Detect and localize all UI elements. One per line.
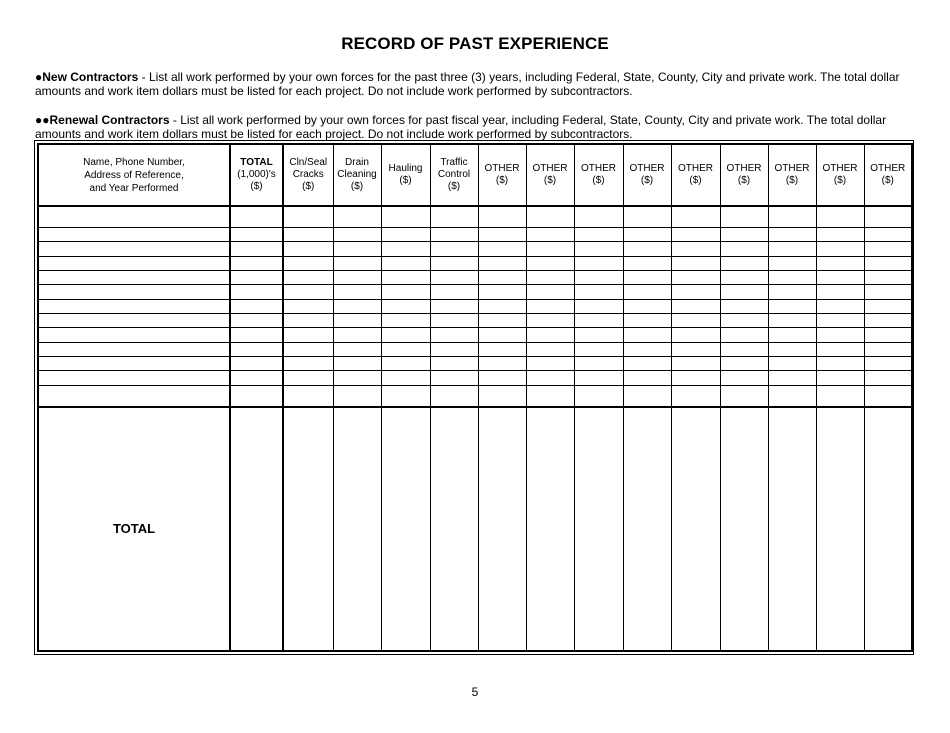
table-cell[interactable] xyxy=(333,299,381,313)
header-label-line: ($) xyxy=(302,181,315,192)
table-cell[interactable] xyxy=(671,228,720,242)
header-label-line: ($) xyxy=(250,181,263,192)
total-cell[interactable] xyxy=(381,407,430,651)
table-cell[interactable] xyxy=(574,342,623,356)
new-contractors-paragraph xyxy=(35,70,920,98)
table-cell[interactable] xyxy=(720,371,768,385)
table-cell[interactable] xyxy=(38,256,230,270)
table-cell[interactable] xyxy=(816,385,864,407)
table-cell[interactable] xyxy=(526,228,574,242)
table-row xyxy=(38,357,912,371)
table-cell[interactable] xyxy=(283,328,333,342)
table-cell[interactable] xyxy=(283,357,333,371)
table-cell[interactable] xyxy=(230,256,283,270)
table-cell[interactable] xyxy=(381,371,430,385)
header-column xyxy=(478,144,526,206)
table-cell[interactable] xyxy=(720,357,768,371)
table-cell[interactable] xyxy=(333,385,381,407)
table-cell[interactable] xyxy=(816,299,864,313)
header-label-line: OTHER xyxy=(581,163,616,174)
table-cell[interactable] xyxy=(864,299,912,313)
table-row xyxy=(38,256,912,270)
table-row xyxy=(38,228,912,242)
table-cell[interactable] xyxy=(623,299,671,313)
header-column xyxy=(864,144,912,206)
table-cell[interactable] xyxy=(230,342,283,356)
total-cell[interactable] xyxy=(574,407,623,651)
table-cell[interactable] xyxy=(623,385,671,407)
table-cell[interactable] xyxy=(864,357,912,371)
header-label-line: Address of Reference, xyxy=(84,169,184,181)
header-label-line: ($) xyxy=(785,175,799,186)
table-cell[interactable] xyxy=(478,385,526,407)
table-cell[interactable] xyxy=(430,285,478,299)
table-cell[interactable] xyxy=(864,342,912,356)
table-cell[interactable] xyxy=(430,314,478,328)
table-cell[interactable] xyxy=(574,371,623,385)
table-cell[interactable] xyxy=(720,206,768,228)
header-label-line: Cracks xyxy=(292,169,324,180)
table-cell[interactable] xyxy=(38,206,230,228)
table-cell[interactable] xyxy=(381,357,430,371)
table-cell[interactable] xyxy=(526,328,574,342)
header-label-line: Drain xyxy=(345,157,369,168)
total-cell[interactable] xyxy=(230,407,283,651)
table-cell[interactable] xyxy=(283,385,333,407)
table-cell[interactable] xyxy=(816,371,864,385)
table-row xyxy=(38,271,912,285)
table-cell[interactable] xyxy=(283,299,333,313)
table-cell[interactable] xyxy=(671,371,720,385)
table-cell[interactable] xyxy=(720,285,768,299)
table-cell[interactable] xyxy=(526,342,574,356)
table-cell[interactable] xyxy=(230,357,283,371)
table-cell[interactable] xyxy=(816,314,864,328)
table-cell[interactable] xyxy=(38,328,230,342)
table-cell[interactable] xyxy=(574,256,623,270)
table-cell[interactable] xyxy=(623,342,671,356)
header-label-line: ($) xyxy=(689,175,702,186)
table-cell[interactable] xyxy=(430,228,478,242)
table-cell[interactable] xyxy=(38,271,230,285)
table-cell[interactable] xyxy=(526,385,574,407)
table-cell[interactable] xyxy=(526,271,574,285)
header-label-line: OTHER xyxy=(822,163,858,174)
table-cell[interactable] xyxy=(526,357,574,371)
table-cell[interactable] xyxy=(671,385,720,407)
renewal-contractors-text: - List all work performed by your own forces for past fiscal year, including Federal, State, County, City and private work. The total dollar amounts and work item dollars must be listed for each project. Do not include work performed by subcontractors. xyxy=(35,113,887,141)
table-cell[interactable] xyxy=(864,314,912,328)
table-cell[interactable] xyxy=(720,271,768,285)
table-header-row xyxy=(38,144,912,206)
table-cell[interactable] xyxy=(864,256,912,270)
header-label-line: ($) xyxy=(592,175,605,186)
table-cell[interactable] xyxy=(526,285,574,299)
header-label-line: OTHER xyxy=(774,163,810,174)
table-cell[interactable] xyxy=(230,328,283,342)
table-cell[interactable] xyxy=(671,357,720,371)
table-cell[interactable] xyxy=(816,228,864,242)
table-cell[interactable] xyxy=(671,242,720,256)
table-cell[interactable] xyxy=(478,299,526,313)
table-cell[interactable] xyxy=(623,256,671,270)
header-column xyxy=(381,144,430,206)
table-cell[interactable] xyxy=(574,385,623,407)
table-cell[interactable] xyxy=(623,206,671,228)
table-cell[interactable] xyxy=(283,271,333,285)
table-cell[interactable] xyxy=(283,371,333,385)
table-cell[interactable] xyxy=(333,206,381,228)
table-cell[interactable] xyxy=(720,299,768,313)
table-cell[interactable] xyxy=(623,357,671,371)
total-cell[interactable] xyxy=(430,407,478,651)
table-cell[interactable] xyxy=(574,357,623,371)
table-cell[interactable] xyxy=(768,271,816,285)
table-cell[interactable] xyxy=(38,299,230,313)
page-number: 5 xyxy=(471,685,479,699)
total-cell[interactable] xyxy=(526,407,574,651)
header-label-line: OTHER xyxy=(870,163,906,174)
table-cell[interactable] xyxy=(430,371,478,385)
table-cell[interactable] xyxy=(623,314,671,328)
header-label-line: ($) xyxy=(495,175,509,186)
header-total-column xyxy=(230,144,283,206)
table-cell[interactable] xyxy=(430,385,478,407)
header-column xyxy=(623,144,671,206)
table-cell[interactable] xyxy=(230,285,283,299)
table-cell[interactable] xyxy=(864,206,912,228)
table-cell[interactable] xyxy=(864,328,912,342)
page-title: RECORD OF PAST EXPERIENCE xyxy=(341,34,609,53)
table-cell[interactable] xyxy=(864,271,912,285)
header-label-line: TOTAL xyxy=(240,157,273,168)
table-cell[interactable] xyxy=(768,314,816,328)
table-cell[interactable] xyxy=(478,206,526,228)
table-cell[interactable] xyxy=(230,314,283,328)
table-cell[interactable] xyxy=(381,299,430,313)
table-cell[interactable] xyxy=(230,271,283,285)
total-cell[interactable] xyxy=(864,407,912,651)
header-label-line: OTHER xyxy=(484,163,520,174)
table-cell[interactable] xyxy=(720,328,768,342)
header-label-line: ($) xyxy=(447,181,461,192)
double-bullet-icon: ●● xyxy=(35,113,50,127)
table-cell[interactable] xyxy=(478,285,526,299)
table-cell[interactable] xyxy=(623,242,671,256)
table-cell[interactable] xyxy=(671,342,720,356)
table-cell[interactable] xyxy=(816,357,864,371)
new-contractors-text: - List all work performed by your own forces for the past three (3) years, including Federal, State, County, City and private work. The total dollar amounts and work item dollars must be listed for each project. Do not include work performed by subcontractors. xyxy=(35,70,900,98)
table-cell[interactable] xyxy=(478,228,526,242)
table-cell[interactable] xyxy=(526,206,574,228)
header-column xyxy=(333,144,381,206)
table-cell[interactable] xyxy=(333,314,381,328)
table-body xyxy=(38,206,912,651)
table-cell[interactable] xyxy=(768,285,816,299)
table-cell[interactable] xyxy=(381,228,430,242)
table-cell[interactable] xyxy=(333,285,381,299)
table-cell[interactable] xyxy=(230,228,283,242)
table-row xyxy=(38,371,912,385)
table-cell[interactable] xyxy=(478,271,526,285)
table-cell[interactable] xyxy=(38,228,230,242)
header-column xyxy=(283,144,333,206)
bullet-icon: ● xyxy=(35,70,43,84)
experience-table xyxy=(37,143,913,652)
table-cell[interactable] xyxy=(671,256,720,270)
table-cell[interactable] xyxy=(574,271,623,285)
table-cell[interactable] xyxy=(381,385,430,407)
table-cell[interactable] xyxy=(283,285,333,299)
table-cell[interactable] xyxy=(381,342,430,356)
table-cell[interactable] xyxy=(526,256,574,270)
table-cell[interactable] xyxy=(381,271,430,285)
table-cell[interactable] xyxy=(816,242,864,256)
table-cell[interactable] xyxy=(38,285,230,299)
table-cell[interactable] xyxy=(720,342,768,356)
table-cell[interactable] xyxy=(623,285,671,299)
header-column xyxy=(430,144,478,206)
header-column xyxy=(671,144,720,206)
header-label-line: ($) xyxy=(640,175,654,186)
table-cell[interactable] xyxy=(333,357,381,371)
header-label-line: (1,000)'s xyxy=(237,169,276,180)
table-cell[interactable] xyxy=(816,271,864,285)
table-cell[interactable] xyxy=(768,371,816,385)
table-cell[interactable] xyxy=(230,299,283,313)
experience-table-frame xyxy=(34,140,914,655)
table-cell[interactable] xyxy=(768,206,816,228)
header-label-line: OTHER xyxy=(629,163,665,174)
total-cell[interactable] xyxy=(333,407,381,651)
table-cell[interactable] xyxy=(381,206,430,228)
table-cell[interactable] xyxy=(671,314,720,328)
table-cell[interactable] xyxy=(574,328,623,342)
header-label-line: ($) xyxy=(737,175,751,186)
table-cell[interactable] xyxy=(720,228,768,242)
table-cell[interactable] xyxy=(381,242,430,256)
table-cell[interactable] xyxy=(816,206,864,228)
table-cell[interactable] xyxy=(864,242,912,256)
table-cell[interactable] xyxy=(816,328,864,342)
table-cell[interactable] xyxy=(230,206,283,228)
table-cell[interactable] xyxy=(623,371,671,385)
table-cell[interactable] xyxy=(526,299,574,313)
table-cell[interactable] xyxy=(574,299,623,313)
header-label-line: Traffic xyxy=(440,157,468,168)
total-row-label: TOTAL xyxy=(38,407,230,651)
table-cell[interactable] xyxy=(430,271,478,285)
table-row xyxy=(38,299,912,313)
table-cell[interactable] xyxy=(816,256,864,270)
total-cell[interactable] xyxy=(816,407,864,651)
table-cell[interactable] xyxy=(333,342,381,356)
table-cell[interactable] xyxy=(864,228,912,242)
table-cell[interactable] xyxy=(720,385,768,407)
table-cell[interactable] xyxy=(768,256,816,270)
table-cell[interactable] xyxy=(381,285,430,299)
table-row xyxy=(38,314,912,328)
table-cell[interactable] xyxy=(526,371,574,385)
total-cell[interactable] xyxy=(623,407,671,651)
table-cell[interactable] xyxy=(283,342,333,356)
table-cell[interactable] xyxy=(430,299,478,313)
table-cell[interactable] xyxy=(671,299,720,313)
header-label-line: Name, Phone Number, xyxy=(83,156,185,168)
table-cell[interactable] xyxy=(478,242,526,256)
table-cell[interactable] xyxy=(38,242,230,256)
table-cell[interactable] xyxy=(768,385,816,407)
table-cell[interactable] xyxy=(526,242,574,256)
table-row xyxy=(38,328,912,342)
table-cell[interactable] xyxy=(283,314,333,328)
header-label-line: Cleaning xyxy=(337,169,377,180)
header-label-line: and Year Performed xyxy=(89,182,179,194)
table-cell[interactable] xyxy=(768,228,816,242)
table-row xyxy=(38,242,912,256)
table-cell[interactable] xyxy=(720,314,768,328)
table-cell[interactable] xyxy=(768,242,816,256)
header-name-column xyxy=(38,144,230,206)
table-cell[interactable] xyxy=(768,328,816,342)
header-label-line: ($) xyxy=(350,181,364,192)
table-cell[interactable] xyxy=(430,342,478,356)
table-cell[interactable] xyxy=(38,371,230,385)
table-cell[interactable] xyxy=(430,357,478,371)
table-cell[interactable] xyxy=(230,385,283,407)
table-cell[interactable] xyxy=(671,285,720,299)
table-cell[interactable] xyxy=(333,271,381,285)
header-label-line: OTHER xyxy=(678,163,713,174)
table-cell[interactable] xyxy=(38,357,230,371)
header-column xyxy=(816,144,864,206)
table-cell[interactable] xyxy=(574,206,623,228)
header-label-line: OTHER xyxy=(532,163,568,174)
table-cell[interactable] xyxy=(816,342,864,356)
table-cell[interactable] xyxy=(768,357,816,371)
table-cell[interactable] xyxy=(430,242,478,256)
table-cell[interactable] xyxy=(720,256,768,270)
table-cell[interactable] xyxy=(283,206,333,228)
total-cell[interactable] xyxy=(478,407,526,651)
table-cell[interactable] xyxy=(623,228,671,242)
table-cell[interactable] xyxy=(283,228,333,242)
renewal-contractors-paragraph xyxy=(35,113,920,141)
header-label-line: ($) xyxy=(881,175,894,186)
table-cell[interactable] xyxy=(478,357,526,371)
table-cell[interactable] xyxy=(574,314,623,328)
table-row xyxy=(38,342,912,356)
table-cell[interactable] xyxy=(864,385,912,407)
table-cell[interactable] xyxy=(430,256,478,270)
total-cell[interactable] xyxy=(720,407,768,651)
table-cell[interactable] xyxy=(623,271,671,285)
header-column xyxy=(574,144,623,206)
table-cell[interactable] xyxy=(864,285,912,299)
header-label-line: ($) xyxy=(399,175,412,186)
header-label-line: Hauling xyxy=(388,163,423,174)
header-label-line: ($) xyxy=(543,175,557,186)
header-label-line: Cln/Seal xyxy=(289,157,328,168)
table-cell[interactable] xyxy=(38,314,230,328)
new-contractors-label: New Contractors xyxy=(42,70,139,84)
table-cell[interactable] xyxy=(283,256,333,270)
table-row xyxy=(38,385,912,407)
table-cell[interactable] xyxy=(38,385,230,407)
total-cell[interactable] xyxy=(768,407,816,651)
table-cell[interactable] xyxy=(333,371,381,385)
table-cell[interactable] xyxy=(381,328,430,342)
table-cell[interactable] xyxy=(574,285,623,299)
table-cell[interactable] xyxy=(38,342,230,356)
table-cell[interactable] xyxy=(381,314,430,328)
total-cell[interactable] xyxy=(671,407,720,651)
table-cell[interactable] xyxy=(574,228,623,242)
table-cell[interactable] xyxy=(333,328,381,342)
table-cell[interactable] xyxy=(478,342,526,356)
total-cell[interactable] xyxy=(283,407,333,651)
header-column xyxy=(720,144,768,206)
table-cell[interactable] xyxy=(623,328,671,342)
table-cell[interactable] xyxy=(430,328,478,342)
header-label-line: ($) xyxy=(833,175,847,186)
table-cell[interactable] xyxy=(526,314,574,328)
table-cell[interactable] xyxy=(333,242,381,256)
renewal-contractors-label: Renewal Contractors xyxy=(49,113,170,127)
table-cell[interactable] xyxy=(478,371,526,385)
table-cell[interactable] xyxy=(720,242,768,256)
header-label-line: OTHER xyxy=(726,163,762,174)
table-cell[interactable] xyxy=(283,242,333,256)
header-column xyxy=(526,144,574,206)
table-row xyxy=(38,206,912,228)
table-cell[interactable] xyxy=(230,242,283,256)
table-cell[interactable] xyxy=(768,299,816,313)
total-row xyxy=(38,407,912,651)
table-cell[interactable] xyxy=(671,206,720,228)
table-row xyxy=(38,285,912,299)
table-cell[interactable] xyxy=(478,314,526,328)
table-cell[interactable] xyxy=(333,228,381,242)
table-cell[interactable] xyxy=(671,271,720,285)
table-cell[interactable] xyxy=(381,256,430,270)
table-cell[interactable] xyxy=(478,328,526,342)
table-cell[interactable] xyxy=(768,342,816,356)
table-cell[interactable] xyxy=(864,371,912,385)
table-cell[interactable] xyxy=(478,256,526,270)
table-cell[interactable] xyxy=(816,285,864,299)
table-cell[interactable] xyxy=(574,242,623,256)
table-cell[interactable] xyxy=(671,328,720,342)
table-cell[interactable] xyxy=(230,371,283,385)
header-column xyxy=(768,144,816,206)
table-cell[interactable] xyxy=(333,256,381,270)
header-label-line: Control xyxy=(437,169,471,180)
table-cell[interactable] xyxy=(430,206,478,228)
